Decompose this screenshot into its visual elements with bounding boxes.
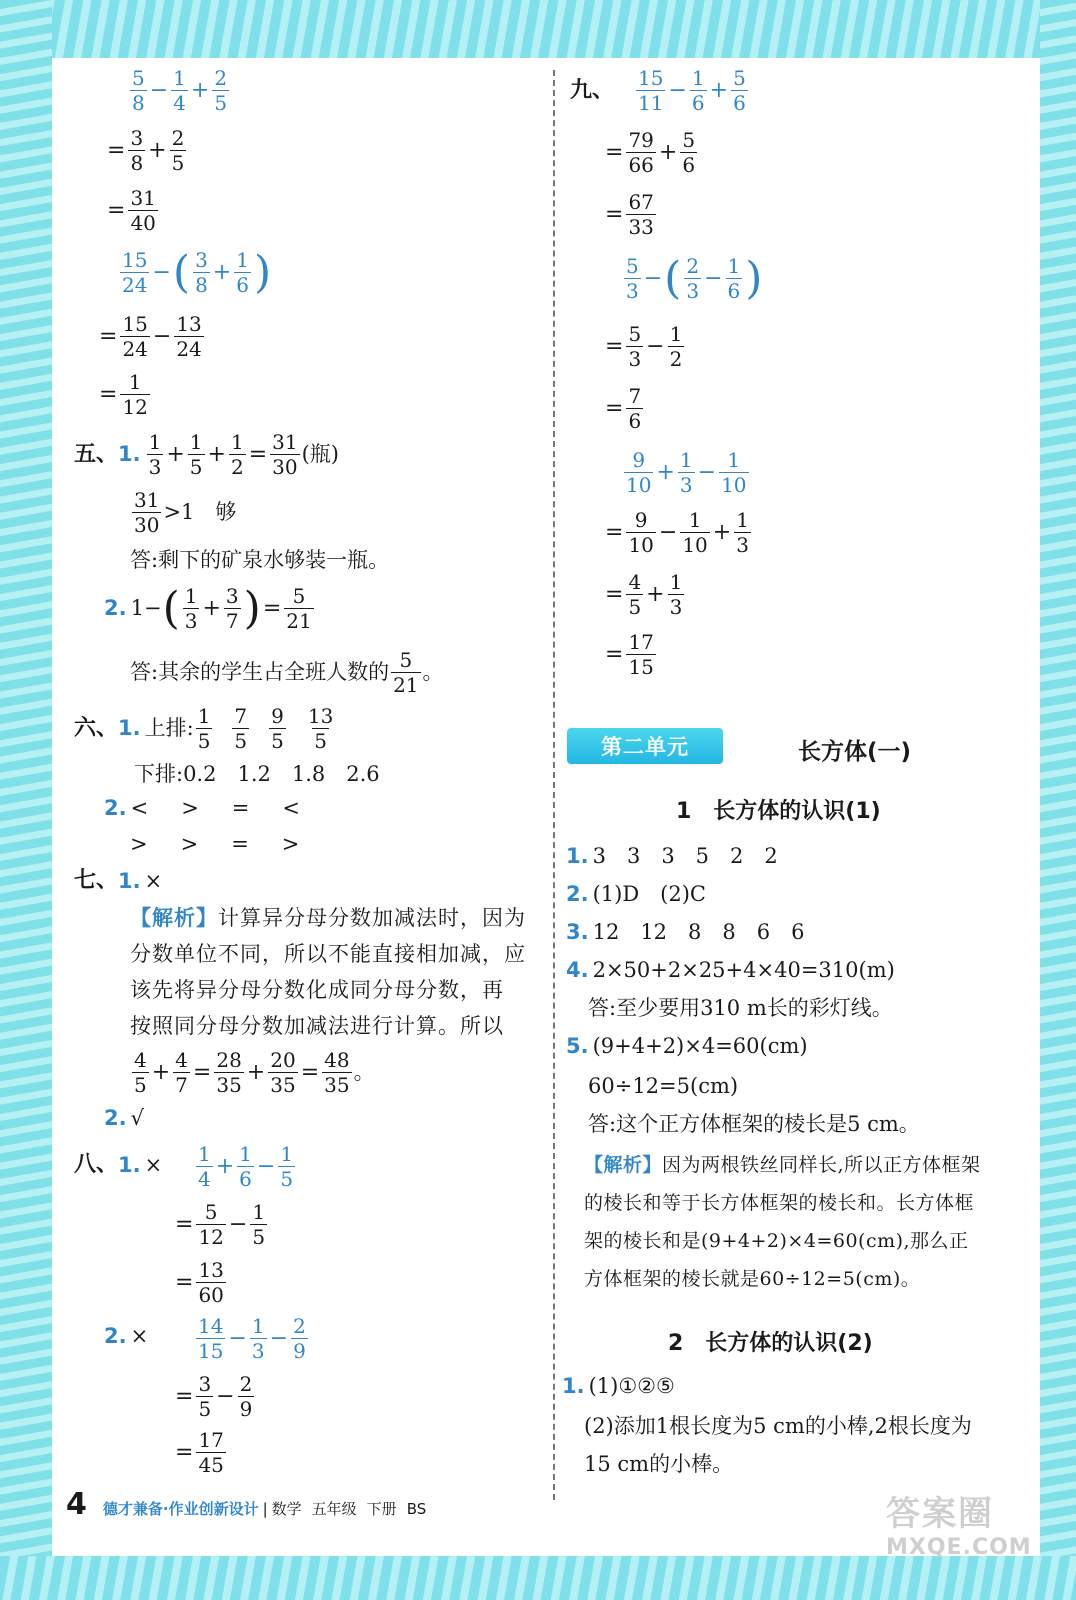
section-7-explanation: 【解析】计算异分母分数加减法时，因为 分数单位不同，所以不能直接相加减，应 该先将异分母分数化成同分母分数，再 按照同分母分数加减法进行计算。所以 [130,905,526,1038]
section-5-answer-1: 答:剩下的矿泉水够装一瓶。 [130,548,390,572]
section-7-q2: 2. √ [104,1106,144,1130]
section-9-expr-1: 九、 $\frac{15}{11}$ − $\frac{1}{6}$ + $\frac{5}{6}$ [570,66,746,115]
lesson-1-q5-step-2: 60÷12=5(cm) [588,1074,739,1098]
lesson-1-q3: 3. 12 12 8 8 6 6 [566,920,805,944]
lesson-1-title: 1 长方体的认识(1) [676,799,881,824]
footer-brand: 德才兼备·作业创新设计 [102,1500,259,1518]
section-8-q2-expr-2: = $\frac{3}{5}$ − $\frac{2}{9}$ [175,1372,253,1421]
lesson-1-answer-5: 答:这个正方体框架的棱长是5 cm。 [588,1112,920,1136]
section-8-q2-expr-3: = $\frac{17}{45}$ [175,1428,224,1477]
page-footer [66,1487,426,1522]
lesson-1-explanation: 【解析】因为两根铁丝同样长,所以正方体框架 的棱长和等于长方体框架的棱长和。长方体框 架的棱长和是(9+4+2)×4=60(cm),那么正 方体框架的棱长就是60÷12=5(cm)。 [584,1154,981,1290]
section-5-q1: 五、 1. $\frac{1}{3}$ + $\frac{1}{5}$ + $\frac{1}{2}$ = $\frac{31}{30}$ (瓶) [74,430,339,479]
left-expr-5: = $\frac{15}{24}$ − $\frac{13}{24}$ [99,312,202,361]
watermark-logo: 答案圈 MXQE.COM [886,1494,1032,1560]
footer-subject: 数学 [271,1500,302,1518]
footer-volume: 下册 [366,1500,397,1518]
section-9-expr-3: = $\frac{67}{33}$ [605,190,654,239]
section-6-row-2: 下排:0.2 1.2 1.8 2.6 [134,762,380,786]
section-5-compare: $\frac{31}{30}$ >1 够 [134,488,237,537]
decorative-border-right [1040,0,1076,1600]
lesson-2-q1-part-2-cont: 15 cm的小棒。 [584,1452,734,1476]
section-9-expr-9: = $\frac{4}{5}$ + $\frac{1}{3}$ [605,570,683,619]
section-9-expr-7: $\frac{9}{10}$ + $\frac{1}{3}$ − $\frac{1}{10}$ [626,448,747,497]
section-8-q2-expr-1: $\frac{14}{15}$ − $\frac{1}{3}$ − $\frac{2}{9}$ [198,1314,306,1363]
section-5-q2: 2. 1− ( $\frac{1}{3}$ + $\frac{3}{7}$ ) = $\frac{5}{21}$ [104,582,312,634]
section-9-expr-4: $\frac{5}{3}$ − ( $\frac{2}{3}$ − $\frac{1}{6}$ ) [626,252,763,304]
section-8-q2: 2. × [104,1324,149,1348]
lesson-1-q5: 5. (9+4+2)×4=60(cm) [566,1034,808,1058]
left-expr-1: $\frac{5}{8}$ − $\frac{1}{4}$ + $\frac{2}{5}$ [132,66,228,115]
lesson-1-q2: 2. (1)D (2)C [566,882,706,906]
section-6-q2: 2. < > = < [104,796,306,820]
lesson-2-title: 2 长方体的认识(2) [668,1331,873,1356]
section-6-q1: 六、 1. 上排: $\frac{1}{5}$ $\frac{7}{5}$ $\frac{9}{5}$ $\frac{13}{5}$ [74,704,334,753]
footer-grade: 五年级 [311,1500,357,1518]
section-8-q1-expr-3: = $\frac{13}{60}$ [175,1258,224,1307]
left-expr-2: = $\frac{3}{8}$ + $\frac{2}{5}$ [107,126,185,175]
section-8-q1-expr-2: = $\frac{5}{12}$ − $\frac{1}{5}$ [175,1200,266,1249]
section-6-q2-row-2: > > = > [130,832,306,856]
decorative-border-left [0,0,52,1600]
section-9-expr-2: = $\frac{79}{66}$ + $\frac{5}{6}$ [605,128,696,177]
lesson-2-q1: 1. (1)①②⑤ [562,1374,675,1398]
unit-badge: 第二单元 [567,728,723,764]
left-expr-3: = $\frac{31}{40}$ [107,186,156,235]
section-9-expr-10: = $\frac{17}{15}$ [605,630,654,679]
lesson-1-answer-4: 答:至少要用310 m长的彩灯线。 [588,996,893,1020]
section-9-expr-5: = $\frac{5}{3}$ − $\frac{1}{2}$ [605,322,683,371]
unit-title: 长方体(一) [798,739,912,765]
decorative-border-bottom [0,1556,1076,1600]
section-5-answer-2: 答:其余的学生占全班人数的 $\frac{5}{21}$ 。 [130,648,444,697]
left-expr-6: = $\frac{1}{12}$ [99,370,148,419]
column-divider [553,70,555,1500]
section-9-expr-8: = $\frac{9}{10}$ − $\frac{1}{10}$ + $\frac{1}{3}$ [605,508,749,557]
section-8-q1: 八、 1. × [74,1152,163,1177]
footer-edition: BS [406,1500,427,1518]
lesson-1-q1: 1. 3 3 3 5 2 2 [566,844,778,868]
decorative-border-top [0,0,1076,58]
section-7-equation: $\frac{4}{5}$ + $\frac{4}{7}$ = $\frac{28}{35}$ + $\frac{20}{35}$ = $\frac{48}{35}$ 。 [134,1048,375,1097]
section-9-expr-6: = $\frac{7}{6}$ [605,384,642,433]
page-number: 4 [66,1487,87,1522]
lesson-2-q1-part-2: (2)添加1根长度为5 cm的小棒,2根长度为 [584,1414,972,1438]
section-8-q1-expr-1: $\frac{1}{4}$ + $\frac{1}{6}$ − $\frac{1}{5}$ [198,1142,294,1191]
left-expr-4: $\frac{15}{24}$ − ( $\frac{3}{8}$ + $\frac{1}{6}$ ) [122,246,272,298]
footer-separator: | [262,1500,268,1518]
section-7-q1: 七、 1. × [74,868,163,893]
lesson-1-q4: 4. 2×50+2×25+4×40=310(m) [566,958,895,982]
